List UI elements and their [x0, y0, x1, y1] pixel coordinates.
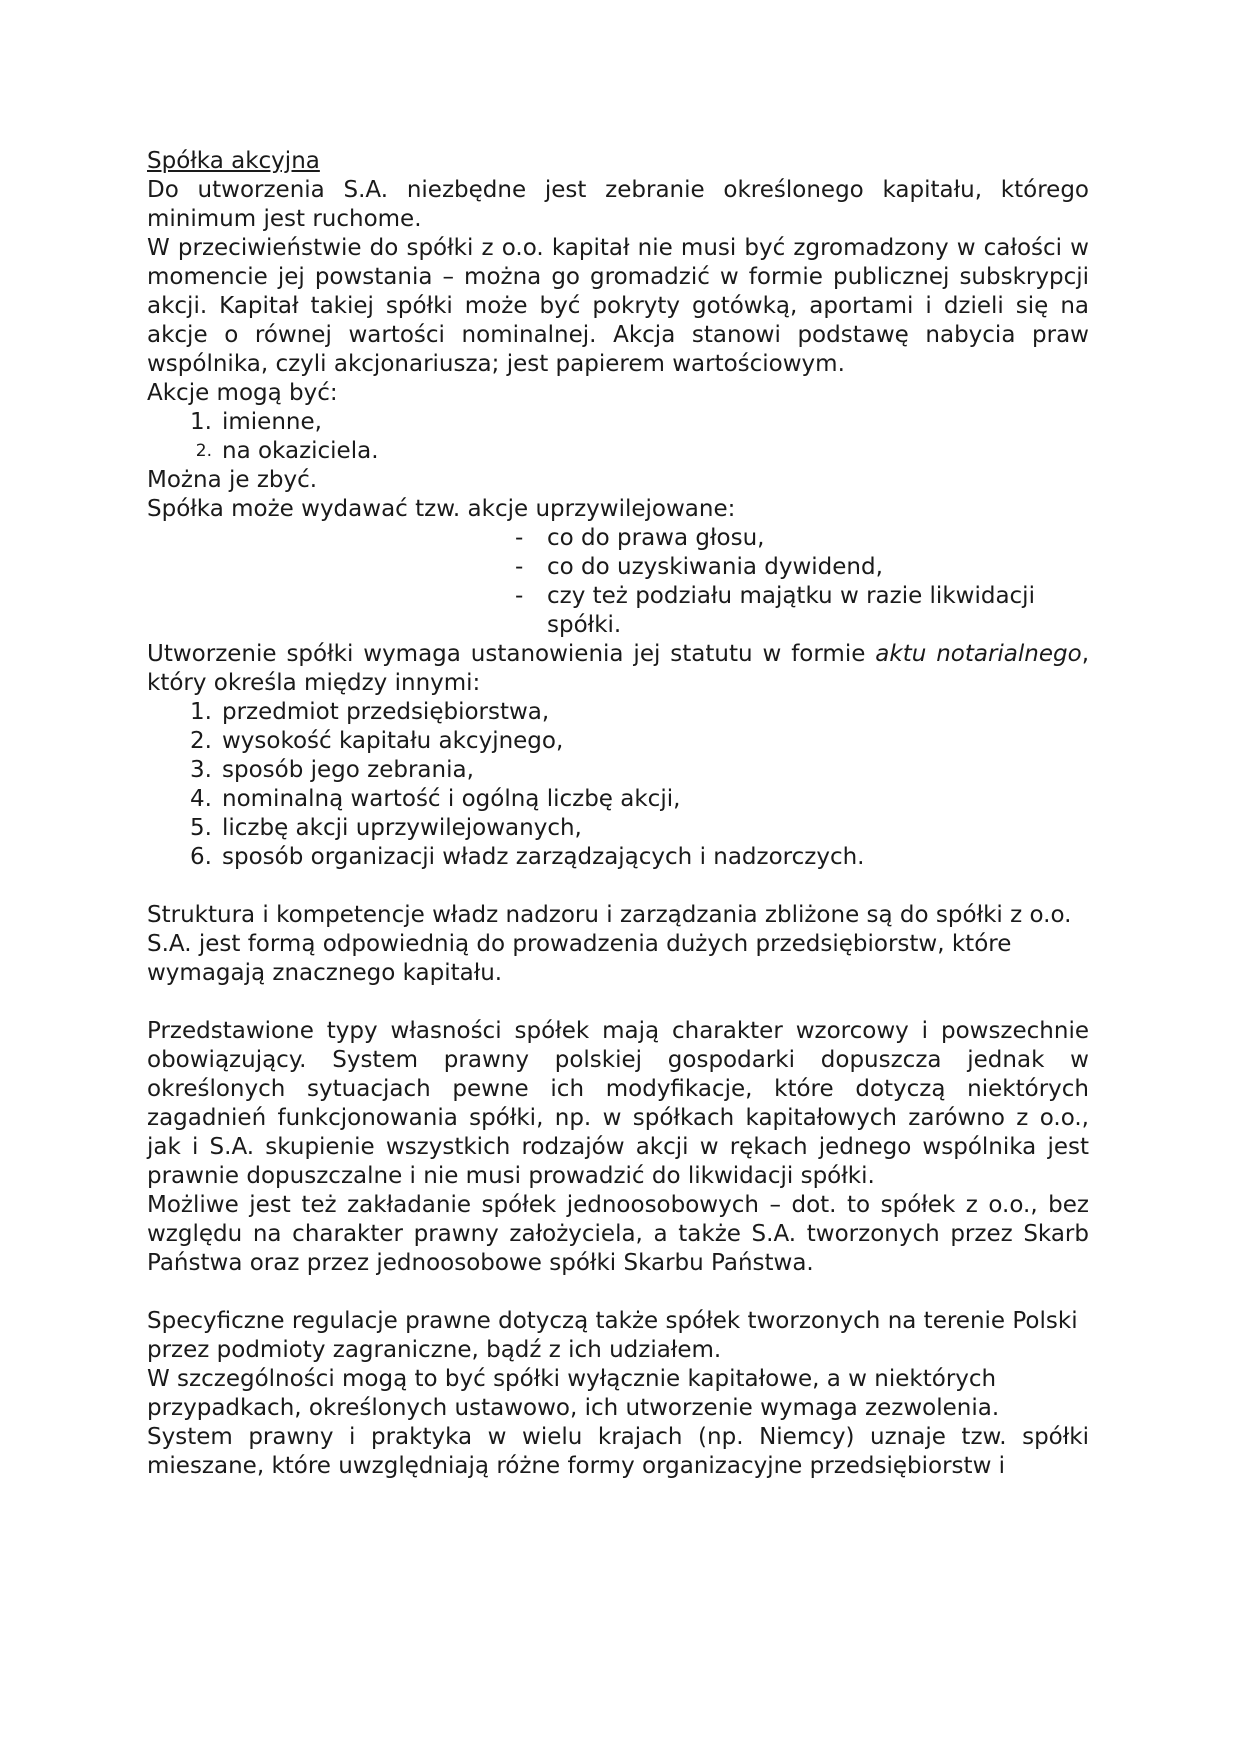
list-item — [147, 727, 1089, 756]
paragraph: Akcje mogą być: — [147, 380, 338, 406]
list-number: 4. — [190, 786, 212, 812]
list-item-text: liczbę akcji uprzywilejowanych, — [222, 815, 582, 841]
paragraph: Możliwe jest też zakładanie spółek jednoosobowych – dot. to spółek z o.o., bez względu na charakter prawny założyciela, a także S.A. tworzonych przez Skarb Państwa oraz przez jednoosobowe spółki Skarbu Państwa. — [147, 1192, 1089, 1276]
list-item — [147, 756, 1089, 785]
list-item — [507, 553, 1089, 582]
list-item-text: nominalną wartość i ogólną liczbę akcji, — [222, 786, 681, 812]
paragraph: W szczególności mogą to być spółki wyłącznie kapitałowe, a w niektórych przypadkach, określonych ustawowo, ich utworzenie wymaga zezwolenia. — [147, 1366, 1000, 1421]
list-item — [507, 582, 1089, 640]
statute-contents-list — [147, 698, 1089, 872]
list-number: 3. — [190, 757, 212, 783]
list-number: 1. — [190, 409, 212, 435]
list-number: 2. — [190, 728, 212, 754]
list-item — [147, 843, 1089, 872]
list-item-text: czy też podziału majątku w razie likwidacji spółki. — [547, 583, 1035, 638]
paragraph: Spółka może wydawać tzw. akcje uprzywilejowane: — [147, 496, 736, 522]
list-item-text: co do uzyskiwania dywidend, — [547, 554, 883, 580]
list-item — [507, 524, 1089, 553]
dash-bullet: - — [515, 583, 524, 609]
list-number: 5. — [190, 815, 212, 841]
paragraph: Do utworzenia S.A. niezbędne jest zebranie określonego kapitału, którego minimum jest ruchome. — [147, 177, 1089, 232]
list-item — [147, 437, 1089, 466]
paragraph: W przeciwieństwie do spółki z o.o. kapitał nie musi być zgromadzony w całości w momencie jej powstania – można go gromadzić w formie publicznej subskrypcji akcji. Kapitał takiej spółki może być pokryty gotówką, aportami i dzieli się na akcje o równej wartości nominalnej. Akcja stanowi podstawę nabycia praw wspólnika, czyli akcjonariusza; jest papierem wartościowym. — [147, 235, 1089, 377]
list-item-text: wysokość kapitału akcyjnego, — [222, 728, 564, 754]
list-item — [147, 785, 1089, 814]
dash-bullet: - — [515, 554, 524, 580]
privileged-shares-list — [507, 524, 1089, 640]
list-item-text: sposób jego zebrania, — [222, 757, 474, 783]
italic-text: aktu notarialnego — [875, 641, 1082, 667]
document-page — [147, 147, 1089, 1481]
list-item-text: sposób organizacji władz zarządzających i nadzorczych. — [222, 844, 865, 870]
paragraph: S.A. jest formą odpowiednią do prowadzenia dużych przedsiębiorstw, które wymagają znacznego kapitału. — [147, 931, 1012, 986]
list-item — [147, 408, 1089, 437]
blank-line — [147, 1278, 1089, 1307]
list-item-text: na okaziciela. — [222, 438, 379, 464]
blank-line — [147, 988, 1089, 1017]
list-item-text: przedmiot przedsiębiorstwa, — [222, 699, 550, 725]
list-number: 6. — [190, 844, 212, 870]
paragraph: Struktura i kompetencje władz nadzoru i zarządzania zbliżone są do spółki z o.o. — [147, 902, 1072, 928]
paragraph: Specyficzne regulacje prawne dotyczą także spółek tworzonych na terenie Polski przez podmioty zagraniczne, bądź z ich udziałem. — [147, 1308, 1078, 1363]
paragraph: System prawny i praktyka w wielu krajach (np. Niemcy) uznaje tzw. spółki mieszane, które uwzględniają różne formy organizacyjne przedsiębiorstw i — [147, 1424, 1089, 1479]
list-number: 1. — [190, 699, 212, 725]
list-item-text: co do prawa głosu, — [547, 525, 765, 551]
paragraph: Przedstawione typy własności spółek mają charakter wzorcowy i powszechnie obowiązujący. System prawny polskiej gospodarki dopuszcza jednak w określonych sytuacjach pewne ich modyfikacje, które dotyczą niektórych zagadnień funkcjonowania spółki, np. w spółkach kapitałowych zarówno z o.o., jak i S.A. skupienie wszystkich rodzajów akcji w rękach jednego wspólnika jest prawnie dopuszczalne i nie musi prowadzić do likwidacji spółki. — [147, 1018, 1089, 1189]
paragraph — [147, 640, 1089, 698]
list-item-text: imienne, — [222, 409, 322, 435]
list-number: 2. — [195, 441, 212, 461]
dash-bullet: - — [515, 525, 524, 551]
list-item — [147, 814, 1089, 843]
paragraph: Można je zbyć. — [147, 467, 318, 493]
document-title: Spółka akcyjna — [147, 148, 320, 174]
blank-line — [147, 872, 1089, 901]
list-item — [147, 698, 1089, 727]
share-types-list — [147, 408, 1089, 466]
text-run: Utworzenie spółki wymaga ustanowienia jej statutu w formie — [147, 641, 876, 667]
text-run: , który określa między innymi: — [147, 641, 1090, 696]
